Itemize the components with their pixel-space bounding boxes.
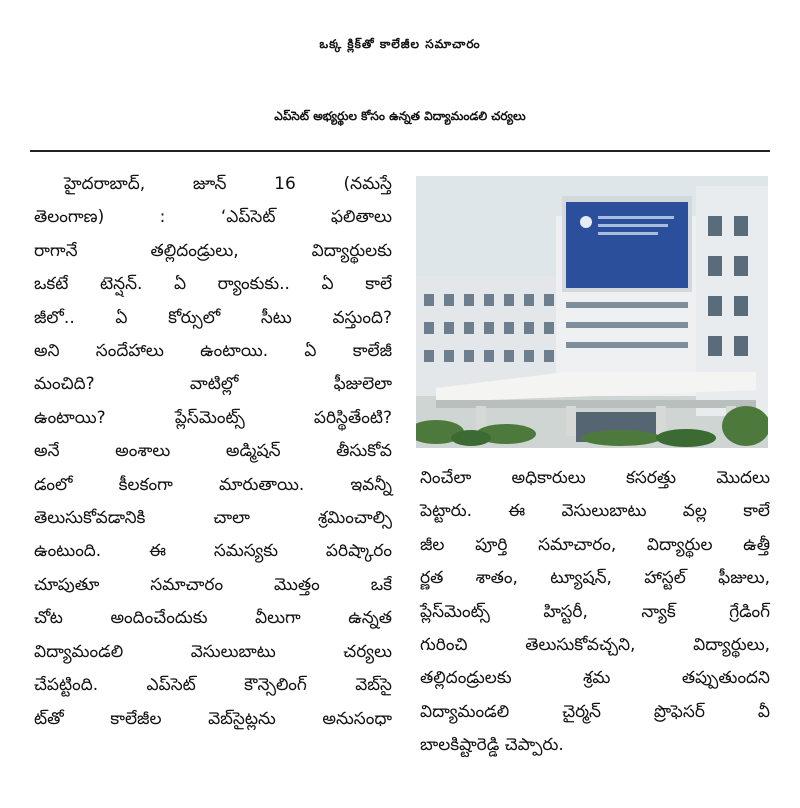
building-illustration xyxy=(416,176,768,448)
article-line: పెట్టారు. ఈ వెసులుబాటు వల్ల కాలే xyxy=(420,501,770,522)
article-line: విద్యామండలి వెసులుబాటు చర్యలు xyxy=(34,641,392,662)
right-column xyxy=(420,462,770,763)
left-column xyxy=(34,168,392,736)
article-line: చోట అందించేందుకు వీలుగా ఉన్నత xyxy=(34,608,392,629)
article-line: జీలో.. ఏ కోర్సులో సీటు వస్తుంది? xyxy=(34,307,392,328)
article-line: రాగానే తల్లిదండ్రులు, విద్యార్థులకు xyxy=(34,240,392,261)
article-line: చూపుతూ సమాచారం మొత్తం ఒకే xyxy=(34,574,392,595)
article-line: తెలుసుకోవడానికి చాలా శ్రమించాల్సి xyxy=(34,508,392,529)
article-line: నించేలా అధికారులు కసరత్తు మొదలు xyxy=(420,468,770,488)
article-line: జీల పూర్తి సమాచారం, విద్యార్థుల ఉత్తీ xyxy=(420,534,770,555)
article-line: అని సందేహాలు ఉంటాయి. ఏ కాలేజీ xyxy=(34,341,392,362)
article-line: ఉంటాయి? ప్లేస్‌మెంట్స్ పరిస్థితేంటి? xyxy=(34,407,392,428)
building-photo xyxy=(416,176,768,448)
article-line: ఉంటుంది. ఈ సమస్యకు పరిష్కారం xyxy=(34,541,392,562)
article-line: ట్‌తో కాలేజీల వెబ్‌సైట్లను అనుసంధా xyxy=(34,708,392,729)
top-rule xyxy=(30,150,770,152)
article-line: ప్లేస్‌మెంట్స్ హిస్టరీ, న్యాక్ గ్రేడింగ్ xyxy=(420,601,770,622)
article-line: ఒకటే టెన్షన్. ఏ ర్యాంకుకు.. ఏ కాలే xyxy=(34,274,392,295)
article-line: గురించి తెలుసుకోవచ్చని, విద్యార్థులు, xyxy=(420,635,770,656)
article-line: మంచిది? వాటిల్లో ఫీజులెలా xyxy=(34,374,392,395)
subheadline: ఎప్‌సెట్ అభ్యర్థుల కోసం ఉన్నత విద్యామండలి చర్యలు xyxy=(274,109,526,123)
article-line: చేపట్టింది. ఎప్‌సెట్ కౌన్సెలింగ్ వెబ్‌సై xyxy=(34,675,392,696)
article-line: విద్యామండలి చైర్మన్ ప్రొఫెసర్ వీ xyxy=(420,701,770,722)
article-line: తెలంగాణ) : ‘ఎప్‌సెట్ ఫలితాలు xyxy=(34,207,392,228)
headline: ఒక్క క్లిక్‌తో కాలేజీల సమాచారం xyxy=(319,37,481,51)
article-line: తల్లిదండ్రులకు శ్రమ తప్పుతుందని xyxy=(420,668,770,689)
article-line: బాలకిష్టారెడ్డి చెప్పారు. xyxy=(420,735,564,756)
article-line: ర్ణత శాతం, ట్యూషన్, హాస్టల్ ఫీజులు, xyxy=(420,568,770,589)
article-line: అనే అంశాలు అడ్మిషన్ తీసుకోవ xyxy=(34,441,392,462)
article-line: హైదరాబాద్, జూన్ 16 (నమస్తే xyxy=(64,174,392,194)
article-line: డంలో కీలకంగా మారుతాయి. ఇవన్నీ xyxy=(34,474,392,495)
